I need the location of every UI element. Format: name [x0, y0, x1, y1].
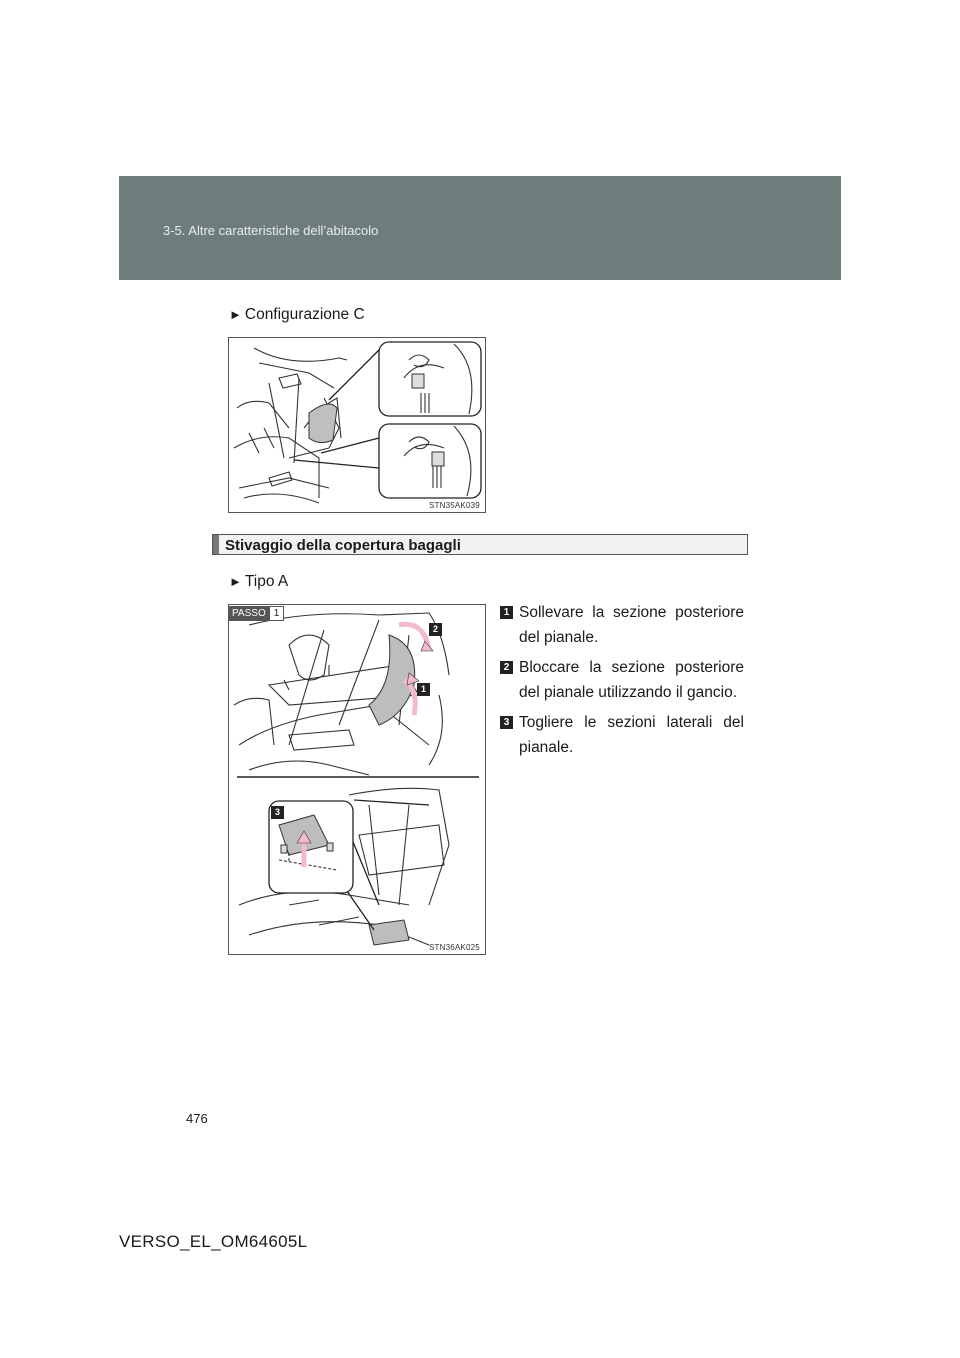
type-a-title — [229, 573, 288, 591]
section-title: 3-5. Altre caratteristiche dell’abitacolo — [163, 223, 379, 238]
figure-config-c — [228, 337, 486, 513]
trunk-illustration — [229, 338, 485, 512]
config-c-title — [229, 306, 365, 324]
step-item — [500, 600, 744, 650]
bullet-arrow-icon: ► — [229, 574, 242, 589]
document-code: VERSO_EL_OM64605L — [119, 1232, 308, 1251]
step-list — [500, 600, 744, 765]
heading-accent-bar — [213, 535, 219, 554]
step-number-badge: 2 — [500, 661, 513, 674]
type-a-label: Tipo A — [244, 573, 289, 590]
bullet-arrow-icon: ► — [229, 307, 242, 322]
step-tag — [229, 606, 284, 621]
figure-code-config-c: STN35AK039 — [429, 501, 480, 510]
step-item — [500, 655, 744, 705]
step-number-badge: 3 — [500, 716, 513, 729]
cargo-floor-illustration — [229, 605, 485, 954]
callout-2: 2 — [429, 623, 442, 636]
step-text: Bloccare la sezione posteriore del pianale utilizzando il gancio. — [519, 659, 744, 701]
step-tag-label: PASSO — [229, 606, 269, 621]
step-item — [500, 710, 744, 760]
config-c-label: Configurazione C — [244, 306, 365, 323]
step-tag-number: 1 — [269, 606, 285, 621]
page-number: 476 — [186, 1111, 208, 1126]
section-heading-box — [212, 534, 748, 555]
step-number-badge: 1 — [500, 606, 513, 619]
section-heading: Stivaggio della copertura bagagli — [225, 537, 461, 554]
figure-type-a — [228, 604, 486, 955]
callout-3: 3 — [271, 806, 284, 819]
step-text: Togliere le sezioni laterali del pianale. — [519, 714, 744, 756]
figure-code-type-a: STN36AK025 — [429, 943, 480, 952]
step-text: Sollevare la sezione posteriore del pianale. — [519, 604, 744, 646]
callout-1: 1 — [417, 683, 430, 696]
